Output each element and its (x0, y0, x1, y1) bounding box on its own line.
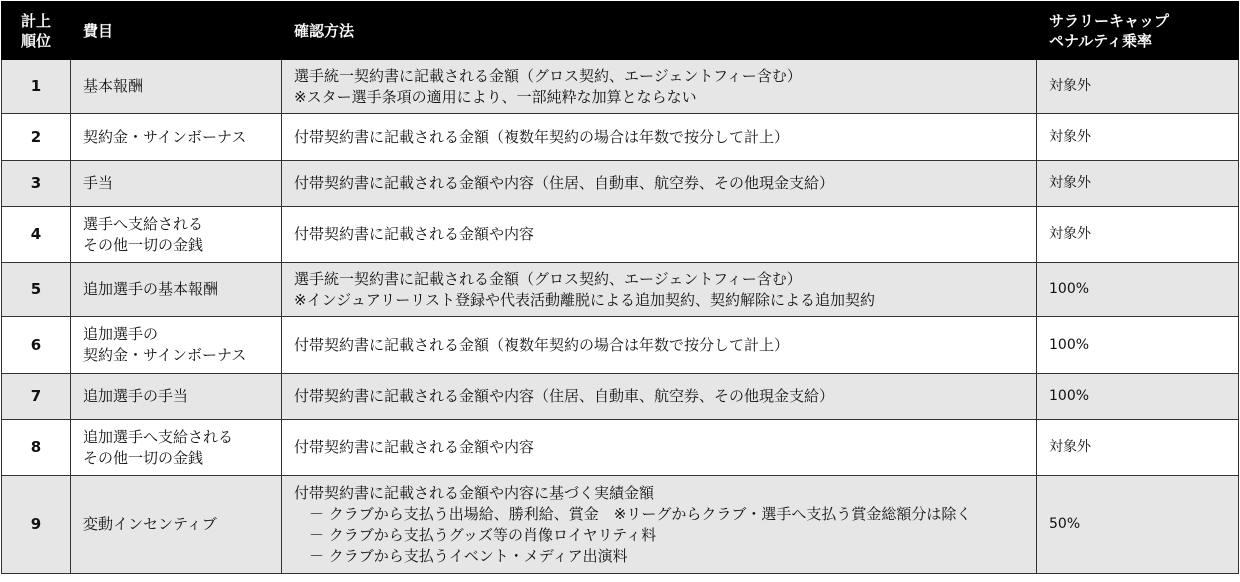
cell-rank: 3 (2, 161, 71, 207)
item-text-line: その他一切の金銭 (83, 235, 204, 254)
header-rate (1037, 2, 1239, 60)
method-text-line: － クラブから支払う出場給、勝利給、賞金 ※リーグからクラブ・選手へ支払う賞金総額分は除く (294, 504, 972, 523)
rate-text: 50% (1049, 516, 1081, 532)
header-method-label: 確認方法 (294, 21, 355, 40)
item-text-line: 変動インセンティブ (83, 515, 217, 533)
method-text-line: 付帯契約書に記載される金額や内容（住居、自動車、航空券、その他現金支給） (294, 174, 835, 192)
method-text-line: 付帯契約書に記載される金額（複数年契約の場合は年数で按分して計上） (294, 127, 790, 146)
cell-item (71, 420, 282, 476)
method-text-line: 選手統一契約書に記載される金額（グロス契約、エージェントフィー含む） (294, 66, 802, 85)
item-text-line: 選手へ支給される (83, 214, 204, 233)
cell-rank: 4 (2, 207, 71, 263)
cell-method (282, 420, 1037, 476)
item-text-line: 追加選手の基本報酬 (83, 280, 219, 298)
header-rate-line: サラリーキャップ (1049, 11, 1170, 30)
rate-text: 100% (1049, 281, 1090, 297)
cell-item (71, 207, 282, 263)
cell-item (71, 161, 282, 207)
table-row (2, 476, 1239, 574)
rate-text: 100% (1049, 388, 1090, 404)
cell-rate (1037, 374, 1239, 420)
table-header (2, 2, 1239, 60)
cell-rate (1037, 114, 1239, 161)
table-row (2, 114, 1239, 161)
cell-item (71, 60, 282, 114)
rate-text: 対象外 (1049, 78, 1091, 94)
rate-text: 対象外 (1049, 439, 1091, 455)
cell-rank: 5 (2, 263, 71, 317)
cell-rank: 7 (2, 374, 71, 420)
cell-rank: 1 (2, 60, 71, 114)
cell-method (282, 317, 1037, 374)
table-row (2, 60, 1239, 114)
method-text-line: 選手統一契約書に記載される金額（グロス契約、エージェントフィー含む） (294, 269, 802, 288)
table-row (2, 317, 1239, 374)
method-text-line: － クラブから支払うグッズ等の肖像ロイヤリティ料 (294, 525, 657, 544)
rate-text: 100% (1049, 336, 1090, 353)
table-row (2, 207, 1239, 263)
header-method (282, 2, 1037, 60)
header-rank-line: 計上 (20, 11, 51, 30)
table-row (2, 263, 1239, 317)
method-text-line: 付帯契約書に記載される金額や内容 (294, 225, 535, 243)
header-row (2, 2, 1239, 60)
cell-method (282, 161, 1037, 207)
salary-cap-table-container (1, 1, 1239, 574)
rate-text: 対象外 (1049, 128, 1091, 145)
header-rank-line: 順位 (20, 31, 51, 50)
method-text-line: 付帯契約書に記載される金額や内容 (294, 438, 535, 456)
cell-rate (1037, 161, 1239, 207)
cell-rate (1037, 476, 1239, 574)
cell-method (282, 374, 1037, 420)
cell-method (282, 114, 1037, 161)
cell-item (71, 317, 282, 374)
item-text-line: その他一切の金銭 (83, 448, 204, 467)
cell-item (71, 263, 282, 317)
table-row (2, 420, 1239, 476)
cell-rate (1037, 60, 1239, 114)
method-text-line: 付帯契約書に記載される金額（複数年契約の場合は年数で按分して計上） (294, 335, 790, 354)
method-text-line: － クラブから支払うイベント・メディア出演料 (294, 546, 628, 565)
cell-rate (1037, 207, 1239, 263)
item-text-line: 追加選手の手当 (83, 387, 189, 405)
table-row (2, 374, 1239, 420)
cell-rank: 9 (2, 476, 71, 574)
item-text-line: 契約金・サインボーナス (83, 346, 247, 364)
method-text-line: 付帯契約書に記載される金額や内容（住居、自動車、航空券、その他現金支給） (294, 387, 835, 405)
method-text-line: 付帯契約書に記載される金額や内容に基づく実績金額 (294, 483, 655, 502)
rate-text: 対象外 (1049, 175, 1091, 191)
cell-method (282, 60, 1037, 114)
item-text-line: 追加選手の (83, 325, 159, 343)
table-row (2, 161, 1239, 207)
cell-method (282, 476, 1037, 574)
item-text-line: 契約金・サインボーナス (83, 127, 247, 146)
cell-rate (1037, 317, 1239, 374)
method-text-line: ※スター選手条項の適用により、一部純粋な加算とならない (294, 87, 697, 106)
item-text-line: 手当 (83, 174, 114, 192)
item-text-line: 基本報酬 (83, 77, 144, 95)
cell-rate (1037, 263, 1239, 317)
cell-rate (1037, 420, 1239, 476)
header-rate-line: ペナルティ乗率 (1049, 31, 1153, 50)
method-text-line: ※インジュアリーリスト登録や代表活動離脱による追加契約、契約解除による追加契約 (294, 290, 875, 309)
cell-method (282, 207, 1037, 263)
cell-rank: 8 (2, 420, 71, 476)
cell-item (71, 374, 282, 420)
cell-method (282, 263, 1037, 317)
header-rank (2, 2, 71, 60)
cell-item (71, 114, 282, 161)
item-text-line: 追加選手へ支給される (83, 427, 234, 446)
rate-text: 対象外 (1049, 226, 1091, 242)
header-item (71, 2, 282, 60)
cell-rank: 2 (2, 114, 71, 161)
table-body (2, 60, 1239, 574)
cell-rank: 6 (2, 317, 71, 374)
header-item-label: 費目 (83, 21, 114, 40)
cell-item (71, 476, 282, 574)
salary-cap-table (1, 1, 1239, 574)
